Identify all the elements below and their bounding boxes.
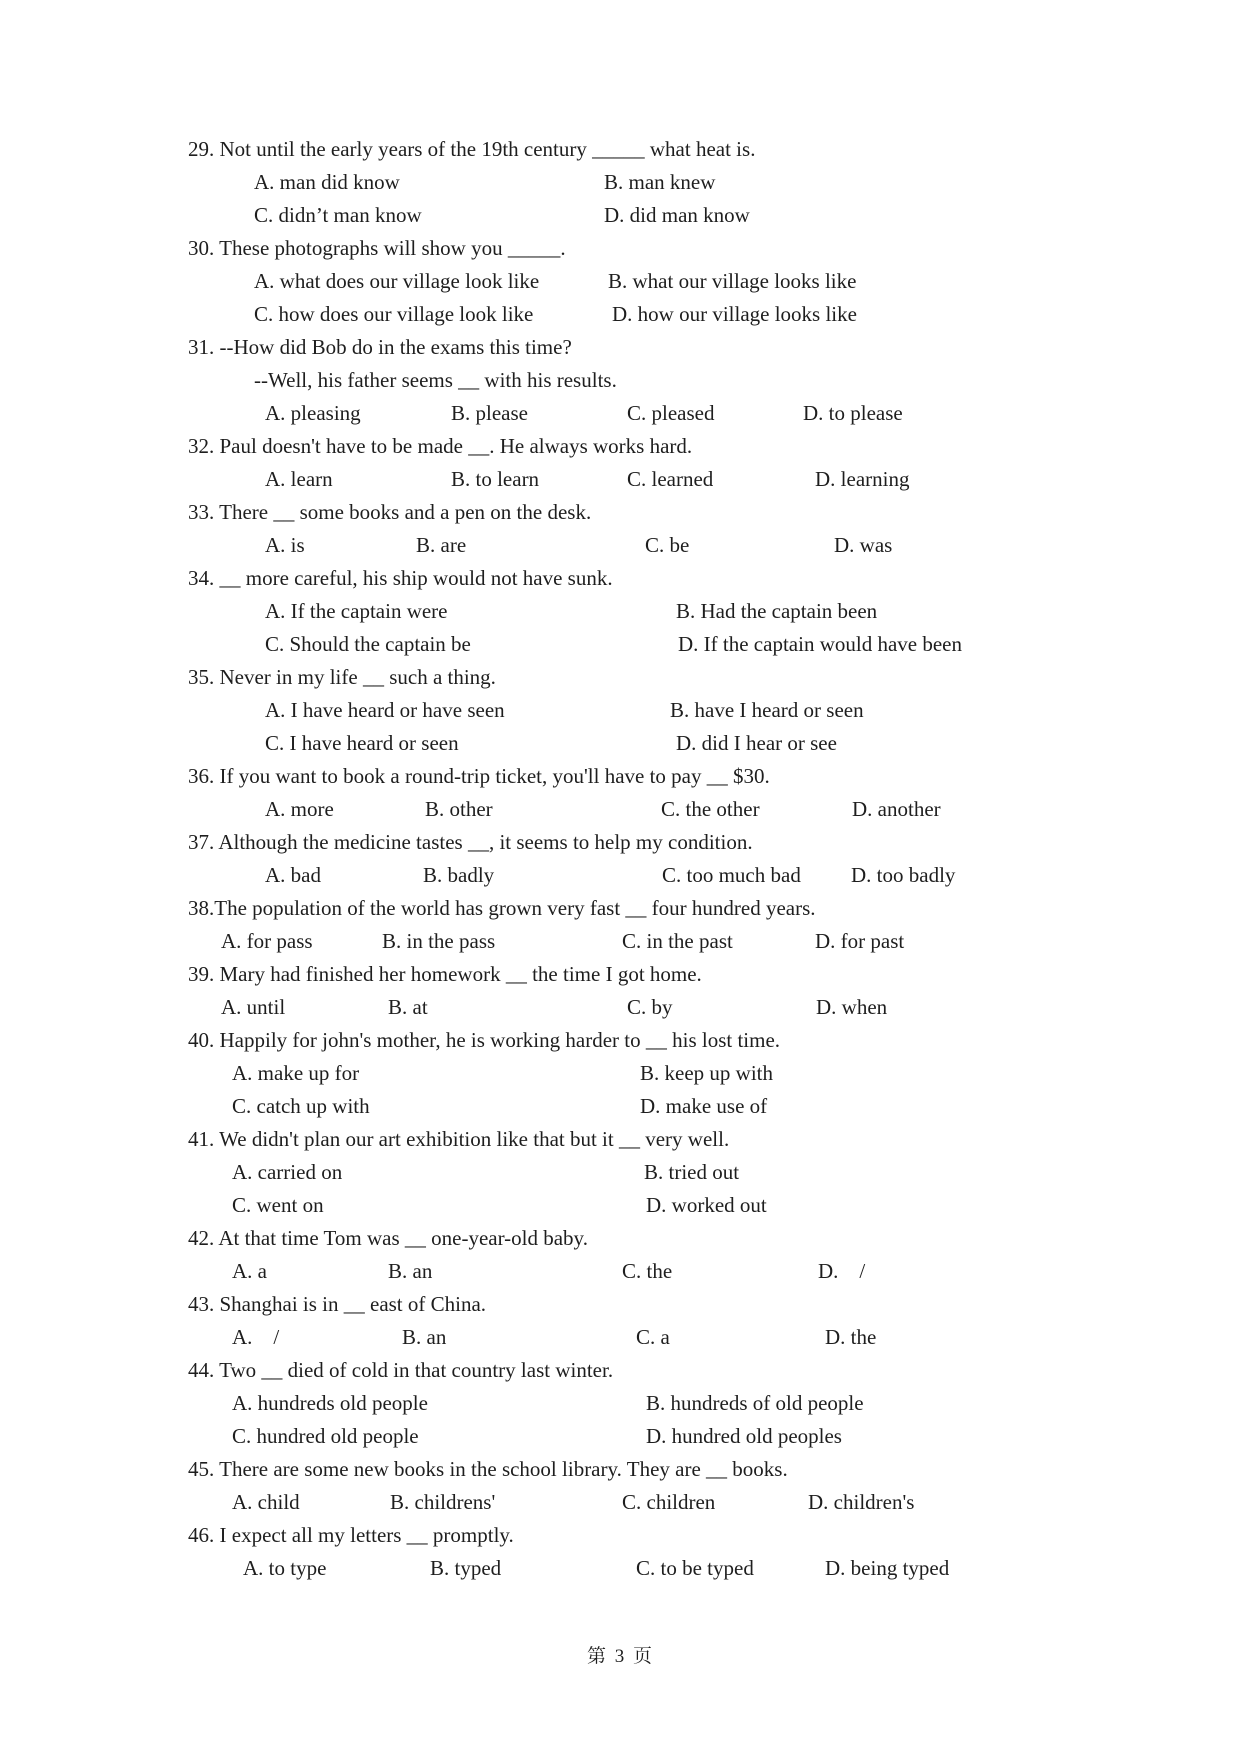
question-32-stem: 32. Paul doesn't have to be made __. He always works hard.: [188, 434, 693, 458]
question-32-option-a: A. learn: [265, 467, 333, 491]
question-30-stem: 30. These photographs will show you _____.: [188, 236, 566, 260]
question-35-option-c: C. I have heard or seen: [265, 731, 459, 755]
question-43-option-a: A. /: [232, 1325, 280, 1349]
question-31-option-d: D. to please: [803, 401, 903, 425]
question-45-option-d: D. children's: [808, 1490, 915, 1514]
question-36-option-d: D. another: [852, 797, 941, 821]
question-33-option-d: D. was: [834, 533, 893, 557]
question-32-option-b: B. to learn: [451, 467, 540, 491]
question-29-option-b: B. man knew: [604, 170, 716, 194]
question-30-option-b: B. what our village looks like: [608, 269, 857, 293]
question-31-option-a: A. pleasing: [265, 401, 361, 425]
question-40-stem: 40. Happily for john's mother, he is working harder to __ his lost time.: [188, 1028, 781, 1052]
question-32-option-d: D. learning: [815, 467, 910, 491]
question-35-option-b: B. have I heard or seen: [670, 698, 864, 722]
question-43-option-d: D. the: [825, 1325, 877, 1349]
question-37-stem: 37. Although the medicine tastes __, it seems to help my condition.: [188, 830, 753, 854]
question-38-stem: 38.The population of the world has grown very fast __ four hundred years.: [188, 896, 816, 920]
question-35-option-d: D. did I hear or see: [676, 731, 837, 755]
question-43-option-c: C. a: [636, 1325, 670, 1349]
question-44-option-b: B. hundreds of old people: [646, 1391, 864, 1415]
question-46-stem: 46. I expect all my letters __ promptly.: [188, 1523, 514, 1547]
question-44-option-a: A. hundreds old people: [232, 1391, 428, 1415]
question-36-option-c: C. the other: [661, 797, 760, 821]
question-34-stem: 34. __ more careful, his ship would not have sunk.: [188, 566, 613, 590]
question-41-option-a: A. carried on: [232, 1160, 343, 1184]
question-46-option-c: C. to be typed: [636, 1556, 754, 1580]
question-29-option-a: A. man did know: [254, 170, 400, 194]
question-29-option-c: C. didn’t man know: [254, 203, 422, 227]
question-38-option-a: A. for pass: [221, 929, 313, 953]
page-number: 第 3 页: [586, 1646, 654, 1667]
question-33-option-c: C. be: [645, 533, 690, 557]
question-31-stem: 31. --How did Bob do in the exams this time?: [188, 335, 572, 359]
question-38-option-b: B. in the pass: [382, 929, 496, 953]
question-34-option-c: C. Should the captain be: [265, 632, 471, 656]
question-45-stem: 45. There are some new books in the school library. They are __ books.: [188, 1457, 788, 1481]
question-44-option-d: D. hundred old peoples: [646, 1424, 842, 1448]
question-45-option-b: B. childrens': [390, 1490, 496, 1514]
question-45-option-c: C. children: [622, 1490, 716, 1514]
question-40-option-c: C. catch up with: [232, 1094, 370, 1118]
question-33-stem: 33. There __ some books and a pen on the desk.: [188, 500, 592, 524]
question-39-option-d: D. when: [816, 995, 888, 1019]
question-37-option-d: D. too badly: [851, 863, 956, 887]
question-41-option-d: D. worked out: [646, 1193, 767, 1217]
question-32-option-c: C. learned: [627, 467, 714, 491]
question-29-stem: 29. Not until the early years of the 19th century _____ what heat is.: [188, 137, 756, 161]
question-46-option-d: D. being typed: [825, 1556, 950, 1580]
question-40-option-b: B. keep up with: [640, 1061, 773, 1085]
question-43-stem: 43. Shanghai is in __ east of China.: [188, 1292, 487, 1316]
question-41-option-b: B. tried out: [644, 1160, 740, 1184]
question-45-option-a: A. child: [232, 1490, 300, 1514]
question-36-option-a: A. more: [265, 797, 334, 821]
question-37-option-a: A. bad: [265, 863, 321, 887]
question-42-stem: 42. At that time Tom was __ one-year-old baby.: [188, 1226, 588, 1250]
question-34-option-a: A. If the captain were: [265, 599, 448, 623]
question-44-option-c: C. hundred old people: [232, 1424, 419, 1448]
question-38-option-c: C. in the past: [622, 929, 733, 953]
question-34-option-d: D. If the captain would have been: [678, 632, 962, 656]
question-37-option-b: B. badly: [423, 863, 495, 887]
question-29-option-d: D. did man know: [604, 203, 750, 227]
question-42-option-d: D. /: [818, 1259, 866, 1283]
question-46-option-a: A. to type: [243, 1556, 327, 1580]
question-30-option-a: A. what does our village look like: [254, 269, 540, 293]
question-35-option-a: A. I have heard or have seen: [265, 698, 505, 722]
question-37-option-c: C. too much bad: [662, 863, 801, 887]
question-40-option-a: A. make up for: [232, 1061, 360, 1085]
question-41-stem: 41. We didn't plan our art exhibition like that but it __ very well.: [188, 1127, 730, 1151]
question-36-option-b: B. other: [425, 797, 493, 821]
question-31-option-c: C. pleased: [627, 401, 715, 425]
question-39-option-a: A. until: [221, 995, 286, 1019]
question-38-option-d: D. for past: [815, 929, 905, 953]
question-33-option-b: B. are: [416, 533, 467, 557]
question-30-option-c: C. how does our village look like: [254, 302, 534, 326]
question-34-option-b: B. Had the captain been: [676, 599, 878, 623]
question-44-stem: 44. Two __ died of cold in that country last winter.: [188, 1358, 614, 1382]
question-36-stem: 36. If you want to book a round-trip ticket, you'll have to pay __ $30.: [188, 764, 770, 788]
question-41-option-c: C. went on: [232, 1193, 324, 1217]
question-46-option-b: B. typed: [430, 1556, 502, 1580]
question-40-option-d: D. make use of: [640, 1094, 768, 1118]
question-39-stem: 39. Mary had finished her homework __ the time I got home.: [188, 962, 702, 986]
question-39-option-c: C. by: [627, 995, 673, 1019]
question-42-option-b: B. an: [388, 1259, 433, 1283]
question-42-option-c: C. the: [622, 1259, 673, 1283]
question-39-option-b: B. at: [388, 995, 428, 1019]
question-42-option-a: A. a: [232, 1259, 267, 1283]
question-43-option-b: B. an: [402, 1325, 447, 1349]
question-35-stem: 35. Never in my life __ such a thing.: [188, 665, 496, 689]
question-31-stem-reply: --Well, his father seems __ with his results.: [254, 368, 617, 392]
question-33-option-a: A. is: [265, 533, 305, 557]
question-31-option-b: B. please: [451, 401, 528, 425]
question-30-option-d: D. how our village looks like: [612, 302, 857, 326]
